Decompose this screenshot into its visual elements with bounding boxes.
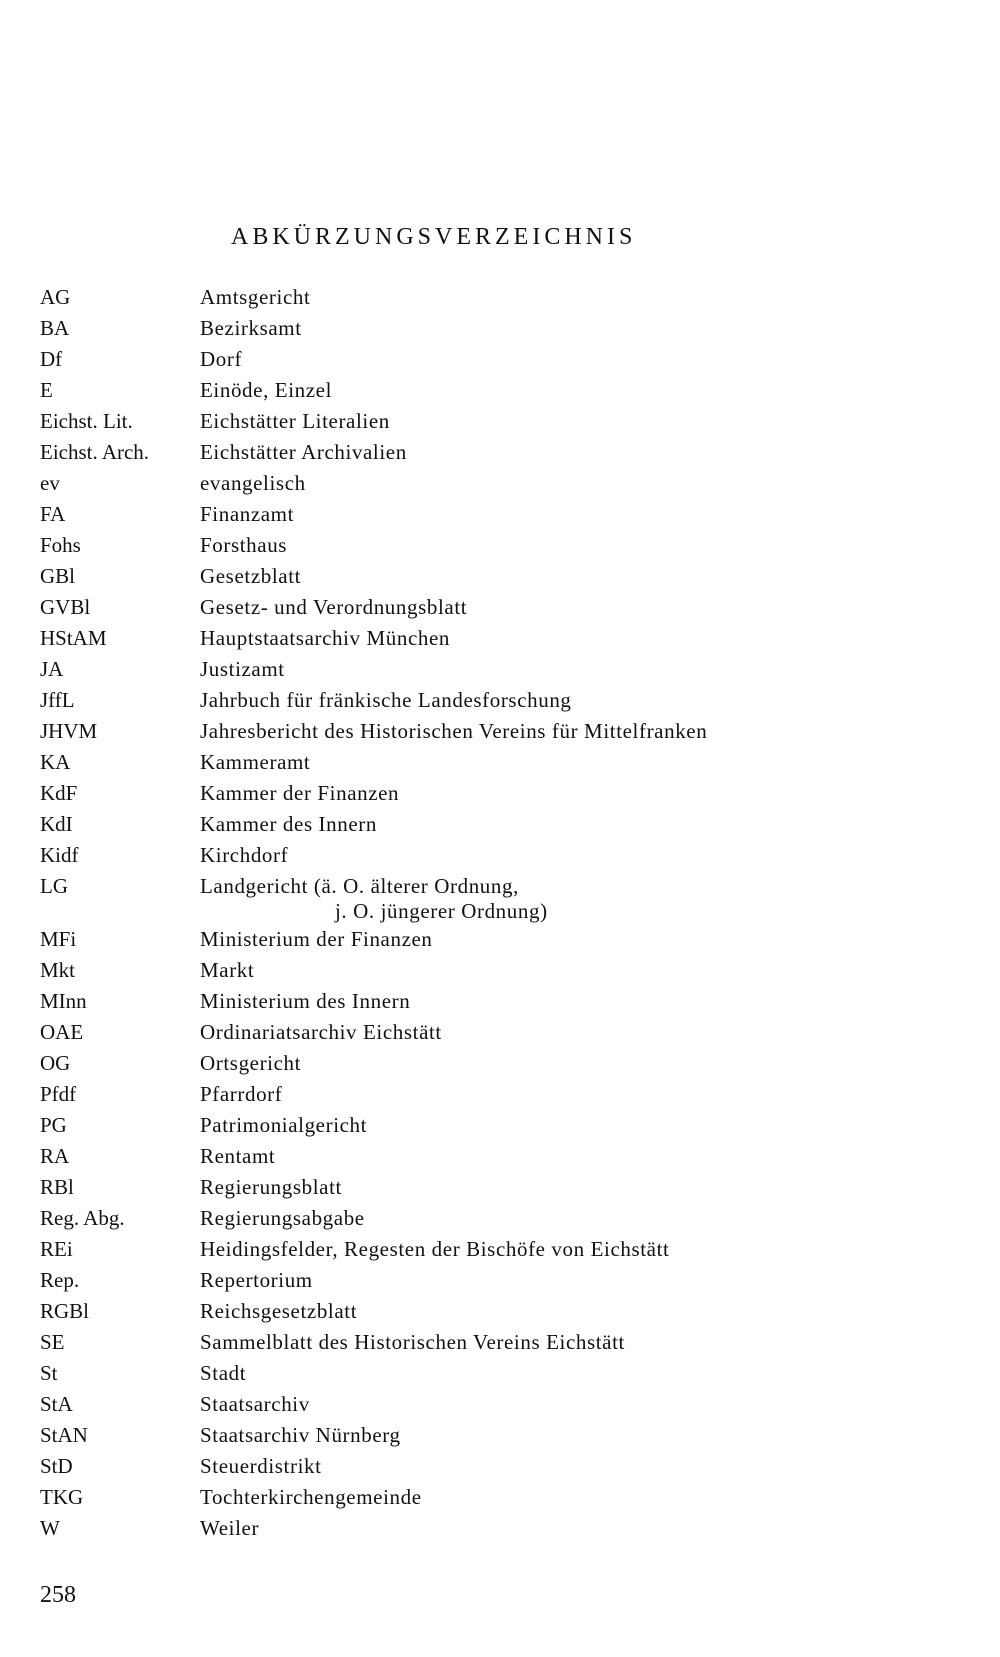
- abbreviation-definition-text: Finanzamt: [200, 502, 295, 526]
- abbreviation-row: [40, 623, 920, 654]
- abbreviation-term: LG: [40, 874, 68, 898]
- abbreviation-row: [40, 344, 920, 375]
- abbreviation-term: JffL: [40, 688, 75, 712]
- abbreviation-definition-text: Patrimonialgericht: [200, 1113, 368, 1137]
- abbreviation-definition: [200, 840, 920, 871]
- abbreviation-definition-text: Ordinariatsarchiv Eichstätt: [200, 1020, 442, 1044]
- abbreviation-term: Rep.: [40, 1268, 80, 1292]
- abbreviation-definition: [200, 1327, 920, 1358]
- abbreviation-row: [40, 1234, 920, 1265]
- abbreviation-term: StAN: [40, 1423, 88, 1447]
- abbreviation-definition-text: Forsthaus: [200, 533, 288, 557]
- abbreviation-definition: [200, 1234, 920, 1265]
- abbreviation-row: [40, 530, 920, 561]
- abbreviation-definition: [200, 1079, 920, 1110]
- abbreviation-term: RGBl: [40, 1299, 90, 1323]
- abbreviation-term: JHVM: [40, 719, 98, 743]
- abbreviation-term: Fohs: [40, 533, 81, 557]
- abbreviation-definition: [200, 468, 920, 499]
- abbreviation-definition: [200, 1482, 920, 1513]
- abbreviation-definition-text: Sammelblatt des Historischen Vereins Eichstätt: [200, 1330, 625, 1354]
- page-number: 258: [40, 1582, 76, 1608]
- abbreviation-definition-text: Regierungsabgabe: [200, 1206, 365, 1230]
- abbreviation-definition: [200, 955, 920, 986]
- abbreviation-list: [40, 282, 920, 1544]
- abbreviation-row: [40, 1420, 920, 1451]
- abbreviation-definition-text: Stadt: [200, 1361, 247, 1385]
- abbreviation-definition: [200, 344, 920, 375]
- abbreviation-row: [40, 375, 920, 406]
- abbreviation-row: [40, 313, 920, 344]
- abbreviation-term: RBl: [40, 1175, 74, 1199]
- abbreviation-definition-text: Regierungsblatt: [200, 1175, 342, 1199]
- abbreviation-definition: [200, 499, 920, 530]
- abbreviation-definition: [200, 1265, 920, 1296]
- abbreviation-definition-text: Amtsgericht: [200, 285, 311, 309]
- abbreviation-definition-text: Tochterkirchengemeinde: [200, 1485, 422, 1509]
- abbreviation-definition-text: Jahrbuch für fränkische Landesforschung: [200, 688, 572, 712]
- abbreviation-definition-text: Einöde, Einzel: [200, 378, 333, 402]
- abbreviation-row: [40, 924, 920, 955]
- abbreviation-row: [40, 1389, 920, 1420]
- abbreviation-row: [40, 955, 920, 986]
- abbreviation-definition-text: Gesetzblatt: [200, 564, 302, 588]
- abbreviation-term: St: [40, 1361, 58, 1385]
- abbreviation-definition: [200, 654, 920, 685]
- abbreviation-row: [40, 1327, 920, 1358]
- abbreviation-definition: [200, 1048, 920, 1079]
- abbreviation-definition: [200, 1141, 920, 1172]
- abbreviation-row: [40, 778, 920, 809]
- abbreviation-row: [40, 654, 920, 685]
- abbreviation-definition-text: Pfarrdorf: [200, 1082, 283, 1106]
- abbreviation-definition-continuation: j. O. jüngerer Ordnung): [335, 899, 548, 923]
- abbreviation-term: MFi: [40, 927, 77, 951]
- abbreviation-definition-text: Markt: [200, 958, 255, 982]
- abbreviation-definition-text: Kammer des Innern: [200, 812, 377, 836]
- abbreviation-definition: [200, 313, 920, 344]
- abbreviation-row: [40, 592, 920, 623]
- abbreviation-definition: [200, 1296, 920, 1327]
- abbreviation-term: FA: [40, 502, 66, 526]
- abbreviation-definition-text: Kirchdorf: [200, 843, 289, 867]
- abbreviation-definition: [200, 530, 920, 561]
- abbreviation-definition: [200, 1110, 920, 1141]
- abbreviation-definition: [200, 1513, 920, 1544]
- abbreviation-term: MInn: [40, 989, 87, 1013]
- abbreviation-row: [40, 1141, 920, 1172]
- abbreviation-definition-text: Kammer der Finanzen: [200, 781, 400, 805]
- abbreviation-row: [40, 282, 920, 313]
- abbreviation-row: [40, 1482, 920, 1513]
- abbreviation-row: [40, 1296, 920, 1327]
- abbreviation-definition: [200, 561, 920, 592]
- abbreviation-definition: [200, 747, 920, 778]
- abbreviation-definition-text: Ministerium der Finanzen: [200, 927, 433, 951]
- abbreviation-definition-text: Landgericht (ä. O. älterer Ordnung,: [200, 874, 519, 898]
- abbreviation-term: AG: [40, 285, 71, 309]
- abbreviation-term: TKG: [40, 1485, 84, 1509]
- abbreviation-term: E: [40, 378, 53, 402]
- abbreviation-term: Pfdf: [40, 1082, 77, 1106]
- abbreviation-definition-text: Reichsgesetzblatt: [200, 1299, 358, 1323]
- abbreviation-term: KA: [40, 750, 71, 774]
- abbreviation-term: Eichst. Arch.: [40, 440, 150, 464]
- abbreviation-definition-text: Jahresbericht des Historischen Vereins für Mittelfranken: [200, 719, 708, 743]
- abbreviation-definition: [200, 406, 920, 437]
- abbreviation-definition-text: Eichstätter Literalien: [200, 409, 390, 433]
- abbreviation-definition: [200, 685, 920, 716]
- abbreviation-row: [40, 1203, 920, 1234]
- abbreviation-definition-text: Bezirksamt: [200, 316, 302, 340]
- abbreviation-definition-text: evangelisch: [200, 471, 306, 495]
- abbreviation-definition: [200, 986, 920, 1017]
- abbreviation-row: [40, 1513, 920, 1544]
- abbreviation-term: GBl: [40, 564, 76, 588]
- abbreviation-definition-text: Staatsarchiv: [200, 1392, 310, 1416]
- abbreviation-term: SE: [40, 1330, 65, 1354]
- abbreviation-term: HStAM: [40, 626, 107, 650]
- abbreviation-definition-text: Weiler: [200, 1516, 260, 1540]
- abbreviation-row: [40, 716, 920, 747]
- page-title: ABKÜRZUNGSVERZEICHNIS: [231, 224, 637, 250]
- abbreviation-term: GVBl: [40, 595, 91, 619]
- abbreviation-definition-text: Staatsarchiv Nürnberg: [200, 1423, 401, 1447]
- abbreviation-row: [40, 685, 920, 716]
- abbreviation-definition: [200, 1420, 920, 1451]
- abbreviation-term: Kidf: [40, 843, 79, 867]
- abbreviation-term: RA: [40, 1144, 70, 1168]
- abbreviation-row: [40, 1017, 920, 1048]
- abbreviation-definition: [200, 1203, 920, 1234]
- abbreviation-row: [40, 1079, 920, 1110]
- abbreviation-row: [40, 840, 920, 871]
- abbreviation-term: Reg. Abg.: [40, 1206, 125, 1230]
- abbreviation-definition-text: Heidingsfelder, Regesten der Bischöfe von Eichstätt: [200, 1237, 670, 1261]
- abbreviation-definition-text: Steuerdistrikt: [200, 1454, 322, 1478]
- abbreviation-row: [40, 1265, 920, 1296]
- abbreviation-definition-text: Kammeramt: [200, 750, 311, 774]
- abbreviation-row: [40, 1358, 920, 1389]
- abbreviation-definition-text: Dorf: [200, 347, 243, 371]
- abbreviation-row: [40, 1172, 920, 1203]
- abbreviation-row: [40, 437, 920, 468]
- abbreviation-definition: [200, 282, 920, 313]
- abbreviation-term: ev: [40, 471, 60, 495]
- abbreviation-definition-text: Ministerium des Innern: [200, 989, 411, 1013]
- abbreviation-row: [40, 406, 920, 437]
- abbreviation-term: KdI: [40, 812, 73, 836]
- abbreviation-row: [40, 499, 920, 530]
- abbreviation-term: JA: [40, 657, 64, 681]
- abbreviation-term: Eichst. Lit.: [40, 409, 133, 433]
- abbreviation-term: KdF: [40, 781, 78, 805]
- abbreviation-row: [40, 809, 920, 840]
- abbreviation-definition: [200, 1172, 920, 1203]
- abbreviation-row: [40, 561, 920, 592]
- abbreviation-row: [40, 1048, 920, 1079]
- abbreviation-definition: [200, 716, 920, 747]
- abbreviation-definition: [200, 809, 920, 840]
- abbreviation-term: StA: [40, 1392, 73, 1416]
- abbreviation-row: [40, 1110, 920, 1141]
- abbreviation-term: OAE: [40, 1020, 84, 1044]
- abbreviation-row: [40, 986, 920, 1017]
- abbreviation-definition: [200, 1358, 920, 1389]
- abbreviation-definition: [200, 375, 920, 406]
- abbreviation-definition: [200, 778, 920, 809]
- abbreviation-term: BA: [40, 316, 70, 340]
- abbreviation-term: PG: [40, 1113, 67, 1137]
- abbreviation-definition: [200, 924, 920, 955]
- abbreviation-definition-text: Gesetz- und Verordnungsblatt: [200, 595, 468, 619]
- abbreviation-term: Df: [40, 347, 63, 371]
- abbreviation-definition: [200, 1451, 920, 1482]
- abbreviation-definition-text: Hauptstaatsarchiv München: [200, 626, 451, 650]
- abbreviation-term: StD: [40, 1454, 73, 1478]
- abbreviation-term: Mkt: [40, 958, 76, 982]
- abbreviation-definition-text: Ortsgericht: [200, 1051, 302, 1075]
- abbreviation-definition: [200, 623, 920, 654]
- abbreviation-definition: [200, 437, 920, 468]
- abbreviation-row: [40, 747, 920, 778]
- abbreviation-row: [40, 871, 920, 924]
- abbreviation-row: [40, 1451, 920, 1482]
- abbreviation-term: REi: [40, 1237, 73, 1261]
- abbreviation-term: W: [40, 1516, 60, 1540]
- abbreviation-definition: [200, 871, 920, 924]
- abbreviation-definition-text: Repertorium: [200, 1268, 313, 1292]
- abbreviation-row: [40, 468, 920, 499]
- abbreviation-definition-text: Eichstätter Archivalien: [200, 440, 407, 464]
- abbreviation-definition-text: Justizamt: [200, 657, 285, 681]
- abbreviation-definition: [200, 1389, 920, 1420]
- abbreviation-definition-text: Rentamt: [200, 1144, 276, 1168]
- abbreviation-definition: [200, 592, 920, 623]
- abbreviation-term: OG: [40, 1051, 71, 1075]
- abbreviation-definition: [200, 1017, 920, 1048]
